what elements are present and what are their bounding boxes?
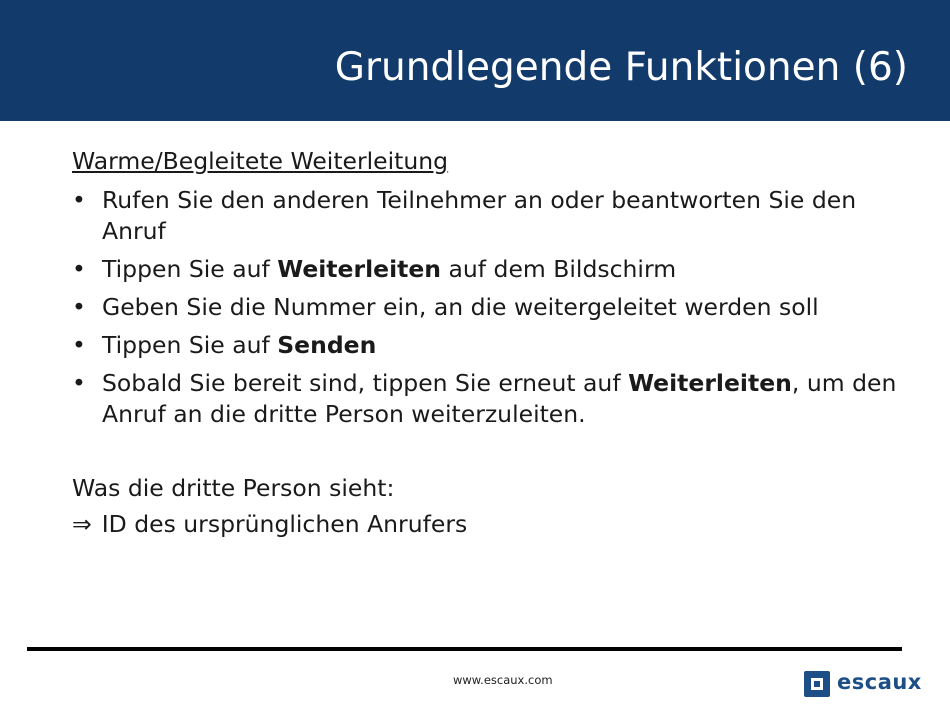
slide-title: Grundlegende Funktionen (6) — [334, 45, 908, 90]
bullet-item — [72, 330, 912, 361]
third-party-label: Was die dritte Person sieht: — [72, 474, 395, 502]
bullet-text: Geben Sie die Nummer ein, an die weitergeleitet werden soll — [102, 293, 819, 321]
bullet-emphasis: Weiterleiten — [628, 369, 792, 397]
third-party-result: ID des ursprünglichen Anrufers — [101, 510, 468, 538]
bullet-text: Tippen Sie auf — [102, 331, 278, 359]
logo-square-icon — [804, 671, 830, 697]
bullet-emphasis: Senden — [277, 331, 377, 359]
bullet-icon: • — [72, 255, 86, 283]
implies-arrow-icon: ⇒ — [72, 510, 92, 538]
bullet-text: Rufen Sie den anderen Teilnehmer an oder beantworten Sie den Anruf — [102, 186, 857, 245]
slide-content — [72, 144, 912, 541]
bullet-list — [72, 185, 912, 430]
logo-wordmark: escaux — [837, 670, 922, 694]
footer-url: www.escaux.com — [453, 673, 553, 687]
bullet-text: Sobald Sie bereit sind, tippen Sie erneut auf — [102, 369, 629, 397]
bullet-text: Tippen Sie auf — [102, 255, 278, 283]
bullet-text: auf dem Bildschirm — [441, 255, 677, 283]
bullet-icon: • — [72, 369, 86, 397]
bullet-emphasis: Weiterleiten — [277, 255, 442, 283]
bullet-item — [72, 254, 912, 285]
bullet-icon: • — [72, 186, 86, 214]
footer-divider — [27, 647, 902, 651]
bullet-item — [72, 368, 912, 430]
bullet-icon: • — [72, 293, 86, 321]
bullet-icon: • — [72, 331, 86, 359]
bullet-item — [72, 185, 912, 247]
bullet-item — [72, 292, 912, 323]
section-heading: Warme/Begleitete Weiterleitung — [72, 147, 449, 175]
bullet-text: , um den Anruf an die dritte Person weiterzuleiten. — [102, 369, 897, 428]
third-party-result-line — [72, 507, 912, 541]
title-bar — [0, 0, 950, 121]
